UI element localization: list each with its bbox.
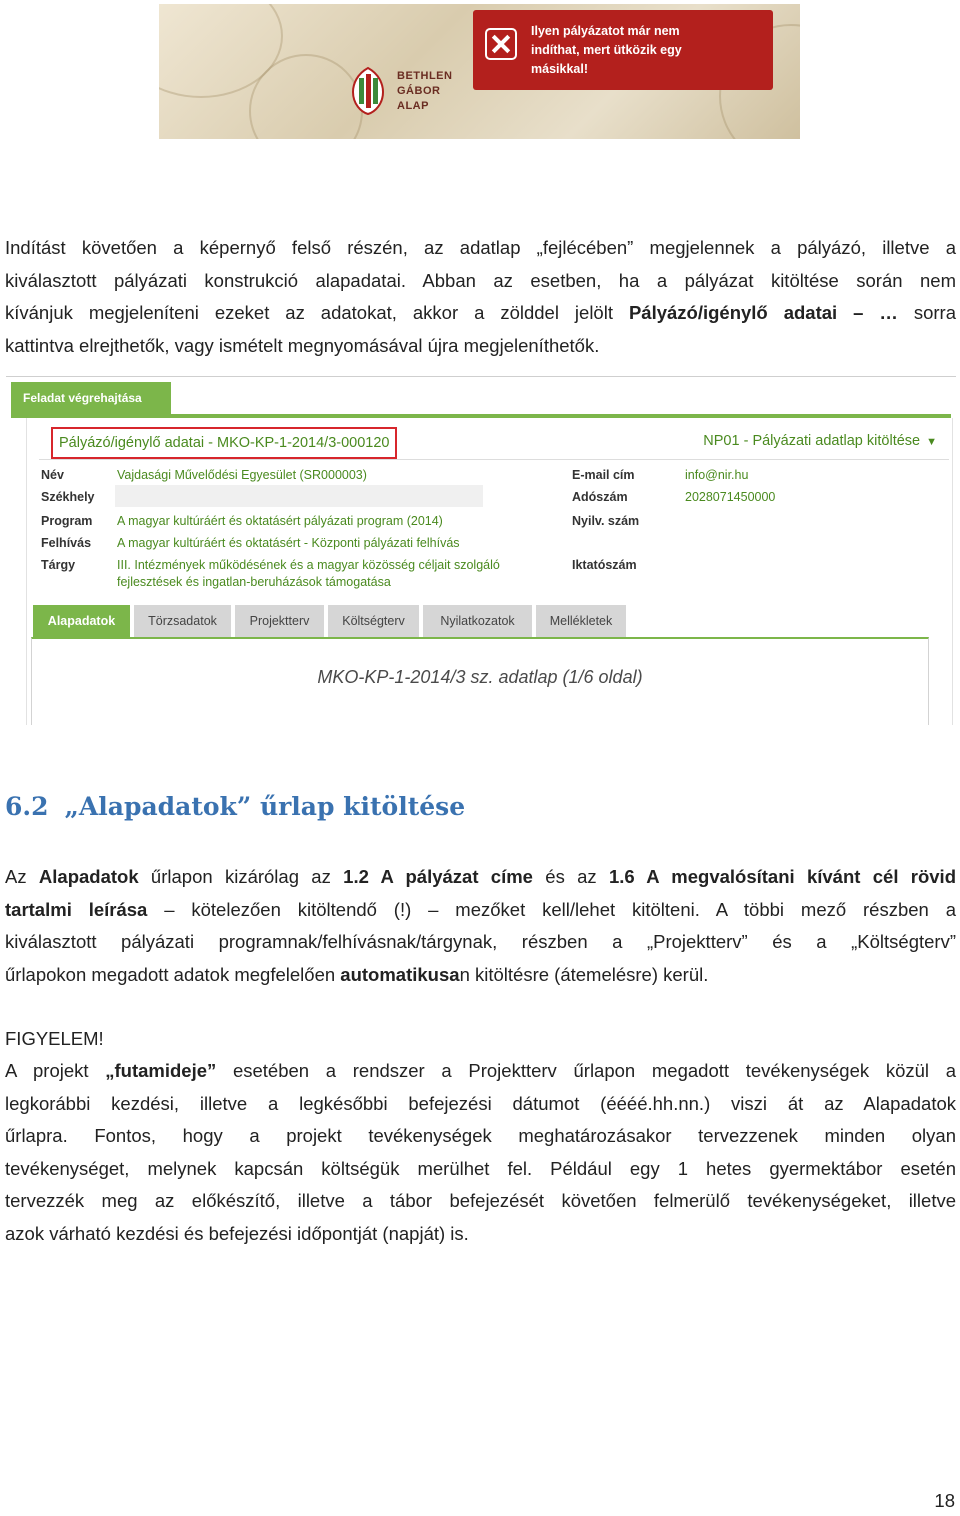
field-value: info@nir.hu: [685, 468, 749, 482]
field-label: Felhívás: [41, 536, 92, 550]
futamido-paragraph: [5, 1055, 956, 1250]
logo-text: BETHLEN GÁBOR ALAP: [397, 70, 453, 112]
paragraph-line: tartalmi leírása – kötelezően kitöltendő (!) – mezőket kell/lehet kitölteni. A többi mező részben a: [5, 898, 956, 920]
field-label: Iktatószám: [572, 558, 637, 572]
form-title: MKO-KP-1-2014/3 sz. adatlap (1/6 oldal): [317, 667, 643, 687]
workflow-step[interactable]: NP01 - Pályázati adatlap kitöltése ▼: [703, 433, 937, 449]
paragraph-line: azok várható kezdési és befejezési időpontját (napját) is.: [5, 1222, 469, 1244]
paragraph-line: űrlapra. Fontos, hogy a projekt tevékenységek meghatározásakor tervezzenek minden olyan: [5, 1125, 956, 1146]
field-value: fejlesztések és ingatlan-beruházások támogatása: [117, 575, 391, 589]
section-number: 6.2: [5, 792, 49, 821]
field-label: Adószám: [572, 490, 628, 504]
field-value: III. Intézmények működésének és a magyar közösség céljait szolgáló: [117, 558, 500, 572]
applicant-header: [39, 423, 949, 460]
empty-field-box: [115, 485, 483, 507]
warning-label: FIGYELEM!: [5, 1028, 104, 1049]
intro-line: kattintva elrejthetők, vagy ismételt megnyomásával újra megjeleníthetők.: [5, 334, 600, 356]
paragraph-line: tevékenységet, melynek kapcsán költségük merülhet fel. Például egy 1 hetes gyermektábor esetén: [5, 1157, 956, 1179]
banner-image: [159, 4, 800, 139]
intro-paragraph: [5, 232, 956, 362]
intro-line: kívánjuk megjeleníteni ezeket az adatokat, akkor a zölddel jelölt Pályázó/igénylő adatai – … sorra: [5, 302, 957, 323]
tab-alapadatok[interactable]: Alapadatok: [33, 605, 130, 637]
section-title: „Alapadatok” űrlap kitöltése: [64, 792, 466, 821]
intro-line: Indítást követően a képernyő felső részén, az adatlap „fejlécében” megjelennek a pályázó, illetve a: [5, 237, 956, 258]
tab-koltsegterv[interactable]: Költségterv: [328, 605, 419, 637]
applicant-panel: [26, 418, 953, 725]
tab-torzsadatok[interactable]: Törzsadatok: [134, 605, 231, 637]
intro-line: kiválasztott pályázati konstrukció alapadatai. Abban az esetben, ha a pályázat kitöltése során nem: [5, 269, 956, 291]
paragraph-line: legkorábbi kezdési, illetve a legkésőbbi befejezési dátumot (éééé.hh.nn.) viszi át az Alapadatok: [5, 1092, 956, 1114]
tab-projektterv[interactable]: Projektterv: [235, 605, 324, 637]
task-tab[interactable]: Feladat végrehajtása: [11, 382, 171, 414]
paragraph-line: Az Alapadatok űrlapon kizárólag az 1.2 A pályázat címe és az 1.6 A megvalósítani kívánt cél rövid: [5, 866, 956, 887]
chevron-down-icon: ▼: [926, 436, 937, 448]
bethlen-logo-icon: [349, 66, 387, 116]
field-value: Vajdasági Művelődési Egyesület (SR000003): [117, 468, 367, 482]
field-label: Név: [41, 468, 64, 482]
alapadatok-paragraph: [5, 861, 956, 991]
field-value: A magyar kultúráért és oktatásért pályázati program (2014): [117, 514, 443, 528]
field-label: Nyilv. szám: [572, 514, 640, 528]
paragraph-line: A projekt „futamideje” esetében a rendszer a Projektterv űrlapon megadott tevékenységek közül a: [5, 1060, 956, 1081]
field-value: 2028071450000: [685, 490, 776, 504]
application-screenshot: [6, 376, 956, 725]
field-label: Székhely: [41, 490, 95, 504]
paragraph-line: kiválasztott pályázati programnak/felhívásnak/tárgynak, részben a „Projektterv” és a „Költségterv”: [5, 931, 956, 952]
error-message-box: [473, 10, 773, 90]
section-heading: [5, 792, 465, 821]
form-content: [31, 637, 929, 725]
tab-mellekletek[interactable]: Mellékletek: [536, 605, 626, 637]
field-label: Program: [41, 514, 93, 528]
field-label: Tárgy: [41, 558, 76, 572]
applicant-data-toggle[interactable]: Pályázó/igénylő adatai - MKO-KP-1-2014/3-000120: [51, 427, 397, 459]
paragraph-line: tervezzék meg az előkészítő, illetve a tábor befejezését követően felmerülő tevékenységeket, illetve: [5, 1190, 956, 1211]
field-label: E-mail cím: [572, 468, 635, 482]
field-value: A magyar kultúráért és oktatásért - Központi pályázati felhívás: [117, 536, 460, 550]
error-message-text: Ilyen pályázatot már nem indíthat, mert ütközik egy másikkal!: [531, 24, 682, 76]
paragraph-line: űrlapokon megadott adatok megfelelően automatikusan kitöltésre (átemelésre) kerül.: [5, 963, 709, 985]
close-icon: [485, 28, 517, 60]
page-number: 18: [934, 1490, 955, 1511]
tab-nyilatkozatok[interactable]: Nyilatkozatok: [423, 605, 532, 637]
